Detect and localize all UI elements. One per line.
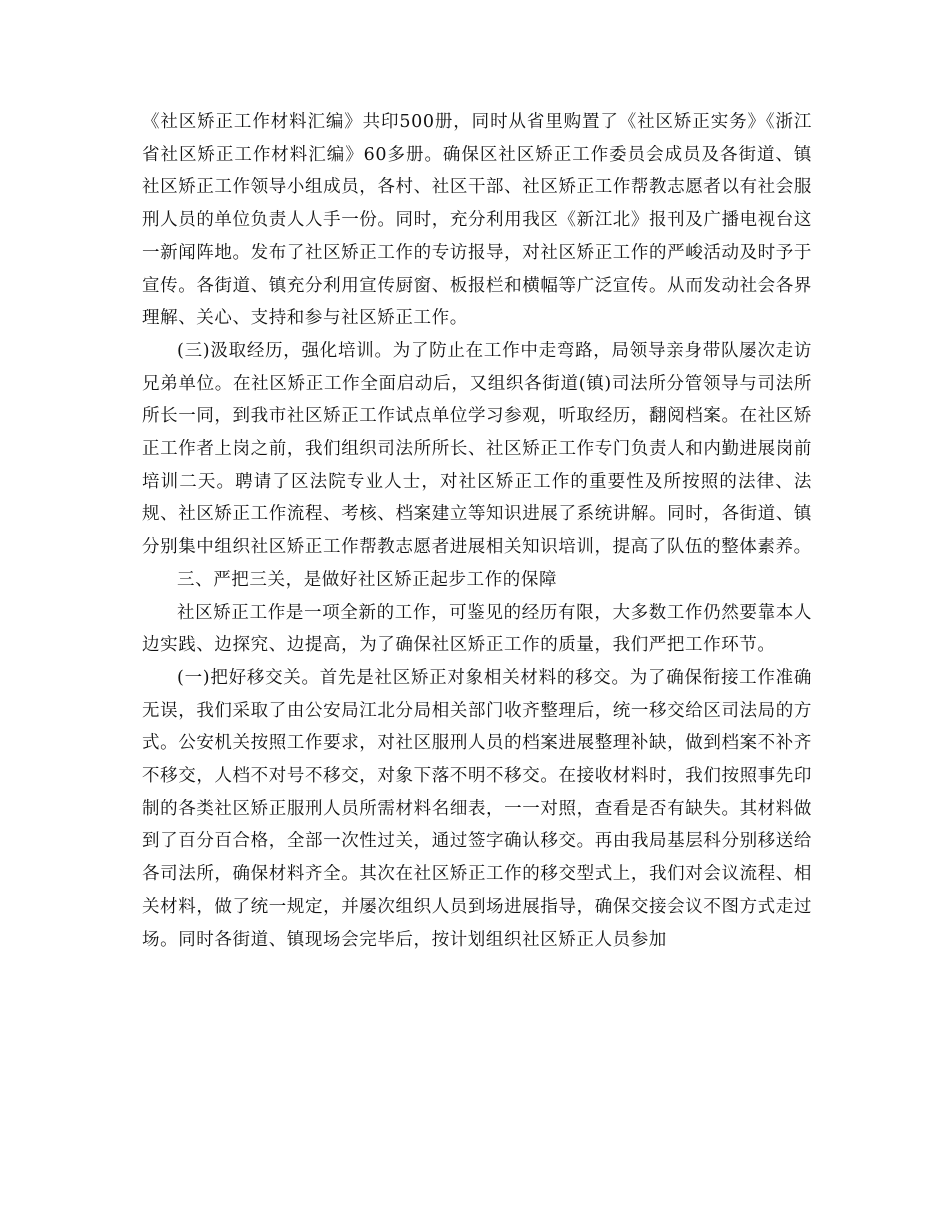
body-paragraph-1: 《社区矫正工作材料汇编》共印500册，同时从省里购置了《社区矫正实务》《浙江省社区矫正工作材料汇编》60多册。确保区社区矫正工作委员会成员及各街道、镇社区矫正工作领导小组成员，各村、社区干部、社区矫正工作帮教志愿者以有社会服刑人员的单位负责人人手一份。同时，充分利用我区《新江北》报刊及广播电视台这一新闻阵地。发布了社区矫正工作的专访报导，对社区矫正工作的严峻活动及时予于宣传。各街道、镇充分利用宣传厨窗、板报栏和横幅等广泛宣传。从而发动社会各界理解、关心、支持和参与社区矫正工作。 bbox=[142, 112, 812, 329]
body-paragraph-4: (一)把好移交关。首先是社区矫正对象相关材料的移交。为了确保衔接工作准确无误，我们采取了由公安局江北分局相关部门收齐整理后，统一移交给区司法局的方式。公安机关按照工作要求，对社区服刑人员的档案进展整理补缺，做到档案不补齐不移交，人档不对号不移交，对象下落不明不移交。在接收材料时，我们按照事先印制的各类社区矫正服刑人员所需材料名细表，一一对照，查看是否有缺失。其材料做到了百分百合格，全部一次性过关，通过签字确认移交。再由我局基层科分别移送给各司法所，确保材料齐全。其次在社区矫正工作的移交型式上，我们对会议流程、相关材料，做了统一规定，并屡次组织人员到场进展指导，确保交接会议不图方式走过场。同时各街道、镇现场会完毕后，按计划组织社区矫正人员参加 bbox=[142, 667, 812, 950]
document-page bbox=[142, 106, 812, 956]
section-heading: 三、严把三关，是做好社区矫正起步工作的保障 bbox=[177, 569, 558, 590]
body-paragraph-3: 社区矫正工作是一项全新的工作，可鉴见的经历有限，大多数工作仍然要靠本人边实践、边探究、边提高，为了确保社区矫正工作的质量，我们严把工作环节。 bbox=[142, 602, 812, 656]
body-paragraph-2: (三)汲取经历，强化培训。为了防止在工作中走弯路，局领导亲身带队屡次走访兄弟单位。在社区矫正工作全面启动后，又组织各街道(镇)司法所分管领导与司法所所长一同，到我市社区矫正工作试点单位学习参观，听取经历，翻阅档案。在社区矫正工作者上岗之前，我们组织司法所所长、社区矫正工作专门负责人和内勤进展岗前培训二天。聘请了区法院专业人士，对社区矫正工作的重要性及所按照的法律、法规、社区矫正工作流程、考核、档案建立等知识进展了系统讲解。同时，各街道、镇分别集中组织社区矫正工作帮教志愿者进展相关知识培训，提高了队伍的整体素养。 bbox=[142, 340, 812, 558]
